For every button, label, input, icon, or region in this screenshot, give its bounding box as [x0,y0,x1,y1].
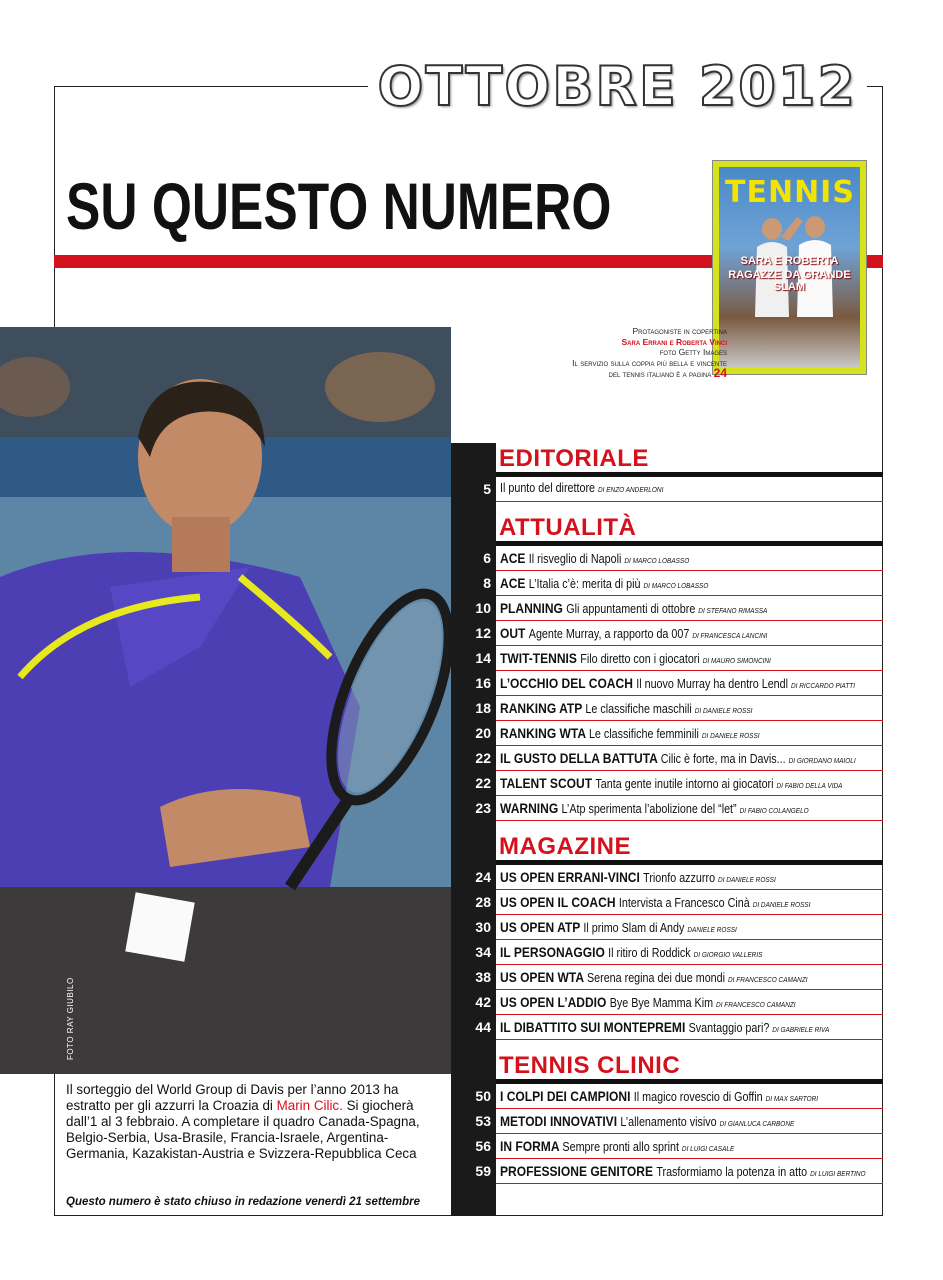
toc-rubric: TALENT SCOUT [500,775,596,791]
toc-page-number: 42 [475,994,491,1010]
toc-page-number: 38 [475,969,491,985]
toc-page-number: 23 [475,800,491,816]
toc-entry [475,621,883,646]
toc-title: L’Atp sperimenta l’abolizione del “let” [561,802,740,816]
toc-title: Filo diretto con i giocatori [580,652,703,666]
cover-caption [572,326,727,380]
toc-rubric: OUT [500,625,529,641]
toc-rubric: I COLPI DEI CAMPIONI [500,1088,634,1104]
toc-rubric: L’OCCHIO DEL COACH [500,675,637,691]
cover-headline: SARA E ROBERTA [740,255,839,267]
toc-title: Svantaggio pari? [688,1021,773,1035]
toc-page-number: 50 [475,1088,491,1104]
toc-rubric: IN FORMA [500,1138,563,1154]
toc-rubric: PLANNING [500,600,567,616]
toc-rubric: US OPEN ERRANI-VINCI [500,869,644,885]
toc-author: DI FABIO COLANGELO [739,806,809,815]
closing-note: Questo numero è stato chiuso in redazione venerdì 21 settembre [66,1196,421,1208]
toc-rubric: TWIT-TENNIS [500,650,581,666]
toc-author: DI ENZO ANDERLONI [598,485,664,494]
toc-page-number: 56 [475,1138,491,1154]
toc-page-number: 18 [475,700,491,716]
toc-entry [475,596,883,621]
toc-entry [475,796,883,821]
toc-rubric: IL PERSONAGGIO [500,944,609,960]
section-title-editoriale: EDITORIALE [499,445,649,472]
toc-title: Le classifiche maschili [585,702,695,716]
section-title-magazine: MAGAZINE [499,833,631,860]
toc-title: Agente Murray, a rapporto da 007 [528,627,693,641]
toc-author: DI MARCO LOBASSO [624,556,690,565]
toc-title: L’Italia c’è: merita di più [528,577,644,591]
toc-rubric: WARNING [500,800,562,816]
toc-page-number: 8 [483,575,491,591]
player-photo [0,327,451,1074]
section-header [451,1050,883,1084]
toc-page-number: 12 [475,625,491,641]
toc-rubric: PROFESSIONE GENITORE [500,1163,657,1179]
toc-title: Il nuovo Murray ha dentro Lendl [636,677,792,691]
toc-rubric: METODI INNOVATIVI [500,1113,621,1129]
toc-entry [475,965,883,990]
toc-page-number: 30 [475,919,491,935]
caption-line: foto Getty Images [659,347,727,357]
toc-author: DI GIANLUCA CARBONE [719,1119,795,1128]
toc-rubric: US OPEN IL COACH [500,894,619,910]
toc-page-number: 20 [475,725,491,741]
toc-rubric: RANKING WTA [500,725,589,741]
section-header [451,831,883,865]
toc-page-number: 22 [475,750,491,766]
toc-rubric: ACE [500,575,529,591]
toc-rubric: ACE [500,550,529,566]
toc-title: Trasformiamo la potenza in atto [656,1165,811,1179]
cover-headline-2: RAGAZZE DA GRANDE SLAM [728,269,851,293]
toc-entry [475,646,883,671]
toc-author: DI DANIELE ROSSI [718,875,776,884]
toc-author: DI STEFANO RIMASSA [698,606,768,615]
toc-rubric: RANKING ATP [500,700,586,716]
toc-title: Serena regina dei due mondi [586,971,729,985]
table-of-contents [451,443,883,1184]
toc-entry [475,771,883,796]
toc-rubric: US OPEN ATP [500,919,584,935]
toc-entry [475,1015,883,1040]
toc-page-number: 16 [475,675,491,691]
toc-rubric: IL DIBATTITO SUI MONTEPREMI [500,1019,689,1035]
toc-title: Il ritiro di Roddick [608,946,694,960]
toc-page-number: 24 [475,869,491,885]
section-header [451,512,883,546]
toc-author: DI DANIELE ROSSI [701,731,760,740]
toc-rubric: US OPEN WTA [500,969,587,985]
toc-entry [475,865,883,890]
toc-author: DI FABIO DELLA VIDA [776,781,843,790]
cover-logo: TENNIS [725,175,855,210]
page-title: SU QUESTO NUMERO [66,169,612,243]
toc-author: DI RICCARDO PIATTI [791,681,856,690]
toc-entry [475,890,883,915]
section-title-attualita: ATTUALITÀ [499,514,637,541]
caption-line: Il servizio sulla coppia più bella e vincente [572,357,727,368]
toc-title: Il punto del direttore [500,481,599,495]
toc-page-number: 59 [475,1163,491,1179]
toc-page-number: 53 [475,1113,491,1129]
toc-author: DI LUIGI BERTINO [810,1169,866,1178]
toc-author: DI MARCO LOBASSO [643,581,709,590]
cover-players-illustration [737,207,847,327]
toc-entry [475,1109,883,1134]
toc-entry [475,940,883,965]
toc-title: Il primo Slam di Andy [583,921,688,935]
issue-month: OTTOBRE 2012 [368,56,867,118]
toc-title: Gli appuntamenti di ottobre [566,602,699,616]
toc-page-number: 28 [475,894,491,910]
toc-title: Il magico rovescio di Goffin [633,1090,766,1104]
toc-author: DANIELE ROSSI [687,925,737,934]
toc-entry [483,571,883,596]
davis-blurb: Il sorteggio del World Group di Davis per l’anno 2013 ha estratto per gli azzurri la Croazia di Marin Cilic. Si giocherà dall’1 al 3 febbraio. A completare il quadro Canada-Spagna, Belgio-Serbia, Usa-Brasile, Francia-Israele, Argentina-Germania, Kazakistan-Austria e Svizzera-Repubblica Ceca [66,1082,420,1161]
toc-author: DI DANIELE ROSSI [752,900,811,909]
toc-page-number: 22 [475,775,491,791]
toc-rubric: US OPEN L’ADDIO [500,994,610,1010]
toc-entry [475,1084,883,1109]
toc-title: Cilic è forte, ma in Davis... [660,752,789,766]
toc-author: DI FRANCESCO CAMANZI [728,975,808,984]
section-header [451,443,883,477]
toc-title: Trionfo azzurro [643,871,719,885]
toc-title: Le classifiche femminili [588,727,702,741]
toc-author: DI FRANCESCO CAMANZI [716,1000,796,1009]
toc-title: Il risveglio di Napoli [528,552,625,566]
toc-page-number: 34 [475,944,491,960]
toc-rubric: IL GUSTO DELLA BATTUTA [500,750,661,766]
photo-credit: FOTO RAY GIUBILO [66,977,75,1060]
toc-entry [475,746,883,771]
toc-author: DI GIORGIO VALLERIS [693,950,763,959]
toc-page-number: 14 [475,650,491,666]
cover-thumbnail [712,160,867,375]
caption-line: del tennis italiano è a pagina 24 [608,366,727,380]
section-title-clinic: TENNIS CLINIC [499,1052,681,1079]
toc-title: Bye Bye Mamma Kim [609,996,717,1010]
toc-author: DI DANIELE ROSSI [694,706,753,715]
toc-title: L’allenamento visivo [620,1115,720,1129]
toc-entry [475,696,883,721]
toc-entry [475,671,883,696]
caption-names: Sara Errani e Roberta Vinci [621,336,727,347]
toc-entry [475,721,883,746]
toc-author: DI GABRIELE RIVA [772,1025,830,1034]
toc-page-number: 10 [475,600,491,616]
toc-page-number: 44 [475,1019,491,1035]
blurb-highlight: Marin Cilic. [276,1098,343,1113]
toc-entry [475,1134,883,1159]
toc-title: Tanta gente inutile intorno ai giocatori [595,777,777,791]
toc-entry [483,546,883,571]
toc-author: DI GIORDANO MAIOLI [788,756,856,765]
toc-entry [475,1159,883,1184]
toc-entry [475,990,883,1015]
caption-line: Protagoniste in copertina [632,326,727,336]
toc-title: Intervista a Francesco Cinà [618,896,753,910]
toc-author: DI MAURO SIMONCINI [702,656,771,665]
toc-author: DI FRANCESCA LANCINI [692,631,768,640]
toc-page-number: 6 [483,550,491,566]
toc-entry [475,915,883,940]
caption-page: 24 [713,366,727,380]
toc-entry [483,477,883,502]
toc-author: DI LUIGI CASALE [681,1144,735,1153]
toc-page-number: 5 [483,481,491,497]
toc-title: Sempre pronti allo sprint [562,1140,682,1154]
toc-author: DI MAX SARTORI [765,1094,819,1103]
